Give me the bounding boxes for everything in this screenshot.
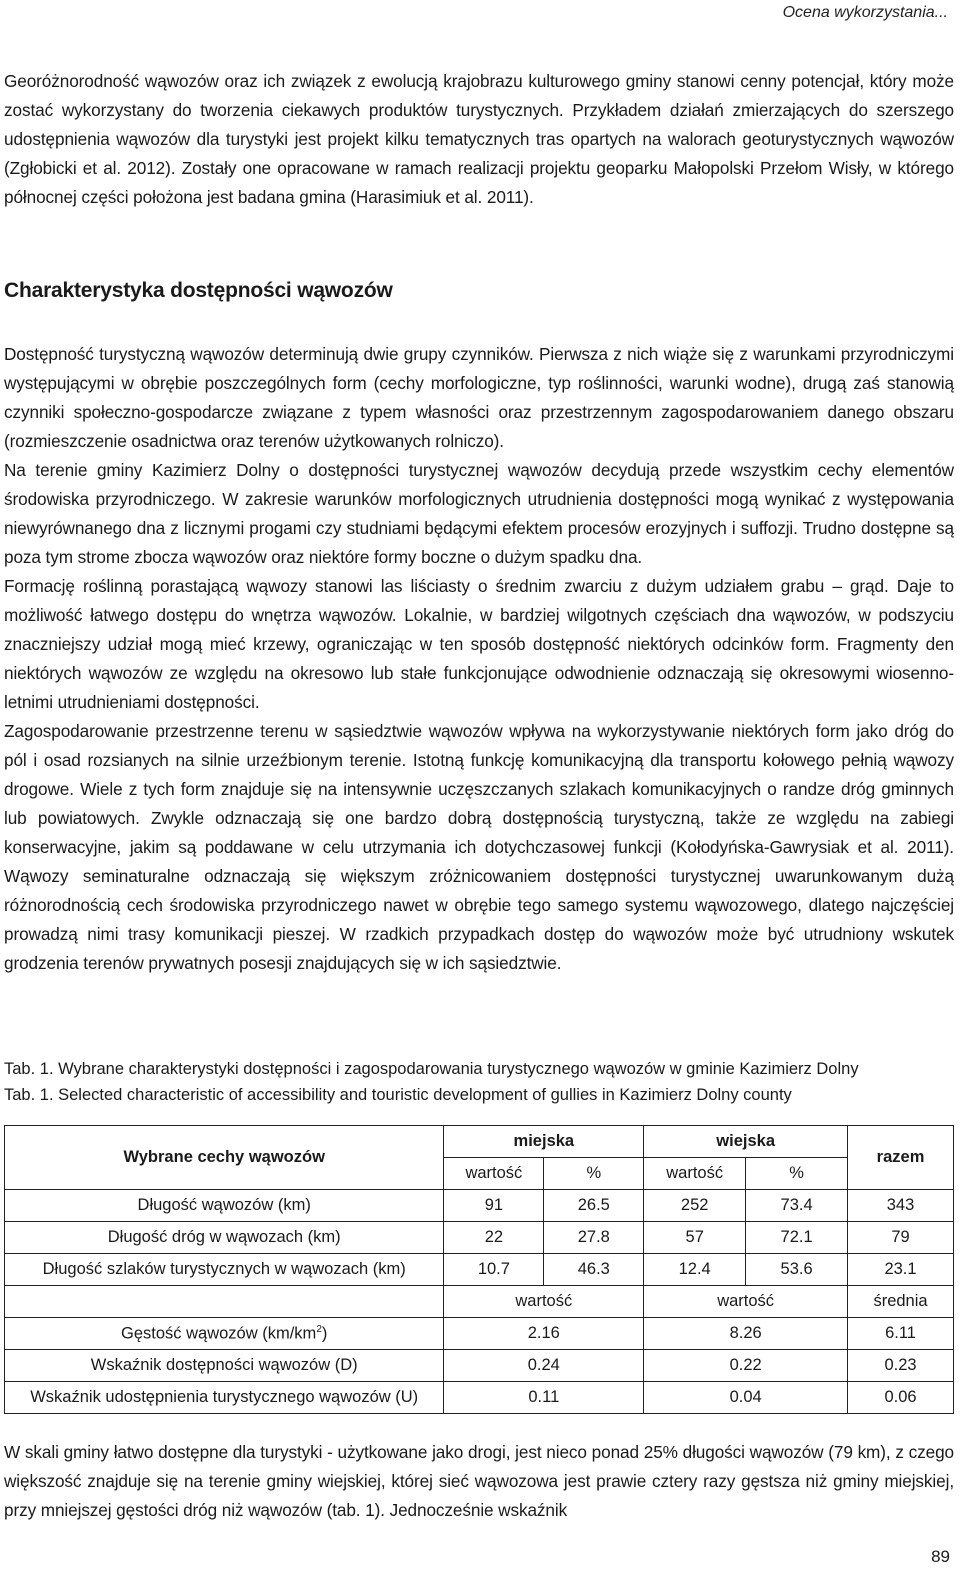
- body-paragraph-2: Na terenie gminy Kazimierz Dolny o dostępności turystycznej wąwozów decydują przede wszystkim cechy elementów środowiska przyrodniczego. W zakresie warunków morfologicznych utrudnienia dostępności mogą wynikać z występowania niewyrównanego dna z licznymi progami czy studniami będącymi efektem procesów erozyjnych i suffozji. Trudno dostępne są poza tym strome zbocza wąwozów oraz niektóre formy boczne o dużym spadku dna.: [4, 460, 954, 567]
- table-row: [5, 1222, 954, 1254]
- row-label-empty: [5, 1286, 444, 1318]
- row-label: Wskaźnik udostępnienia turystycznego wąwozów (U): [5, 1382, 444, 1414]
- body-paragraph-1: Dostępność turystyczną wąwozów determinują dwie grupy czynników. Pierwsza z nich wiąże się z warunkami przyrodniczymi występującymi w obrębie poszczególnych form (cechy morfologiczne, typ roślinności, warunki wodne), drugą zaś stanowią czynniki społeczno-gospodarcze związane z typem własności oraz przestrzennym zagospodarowaniem danego obszaru (rozmieszczenie osadnictwa oraz terenów użytkowanych rolniczo).: [4, 344, 954, 451]
- row-label: [5, 1318, 444, 1350]
- cell: 12.4: [644, 1254, 746, 1286]
- table-row: [5, 1190, 954, 1222]
- subheader-urban-percent: %: [544, 1158, 644, 1190]
- cell: 0.04: [644, 1382, 848, 1414]
- cell: 6.11: [848, 1318, 954, 1350]
- row-label-end: ): [321, 1324, 328, 1343]
- table-caption-en: Tab. 1. Selected characteristic of accessibility and touristic development of gullies in Kazimierz Dolny county: [4, 1086, 792, 1104]
- table-row: [5, 1318, 954, 1350]
- cell: 26.5: [544, 1190, 644, 1222]
- cell: 2.16: [444, 1318, 644, 1350]
- intro-paragraph: Georóżnorodność wąwozów oraz ich związek z ewolucją krajobrazu kulturowego gminy stanowi cenny potencjał, który może zostać wykorzystany do tworzenia ciekawych produktów turystycznych. Przykładem działań zmierzających do szerszego udostępnienia wąwozów dla turystyki jest projekt kilku tematycznych tras opartych na walorach geoturystycznych wąwozów (Zgłobicki et al. 2012). Zostały one opracowane w ramach realizacji projektu geoparku Małopolski Przełom Wisły, w którego północnej części położona jest badana gmina (Harasimiuk et al. 2011).: [4, 71, 954, 207]
- accessibility-table: [4, 1125, 954, 1414]
- body-paragraph-4: Zagospodarowanie przestrzenne terenu w sąsiedztwie wąwozów wpływa na wykorzystywanie niektórych form jako dróg do pól i osad rozsianych na silnie urzeźbionym terenie. Istotną funkcję komunikacyjną dla transportu kołowego pełnią wąwozy drogowe. Wiele z tych form znajduje się na intensywnie uczęszczanych szlakach komunikacyjnych o randze dróg gminnych lub powiatowych. Zwykle odznaczają się one bardzo dobrą dostępnością turystyczną, także ze względu na zabiegi konserwacyjne, jakim są poddawane w celu utrzymania ich dotychczasowej funkcji (Kołodyńska-Gawrysiak et al. 2011). Wąwozy seminaturalne odznaczają się większym zróżnicowaniem dostępności turystycznej uwarunkowanym dużą różnorodnością cech środowiska przyrodniczego nawet w obrębie tego samego systemu wąwozowego, dlatego najczęściej prowadzą nimi trasy komunikacji pieszej. W rzadkich przypadkach dostęp do wąwozów może być utrudniony wskutek grodzenia terenów prywatnych posesji znajdujących się w ich sąsiedztwie.: [4, 721, 954, 973]
- cell: 23.1: [848, 1254, 954, 1286]
- cell: 10.7: [444, 1254, 544, 1286]
- row-label-text: Gęstość wąwozów (km/km: [121, 1324, 317, 1343]
- cell: 0.11: [444, 1382, 644, 1414]
- table-row: [5, 1350, 954, 1382]
- row-label: Wskaźnik dostępności wąwozów (D): [5, 1350, 444, 1382]
- intro-section: [4, 67, 954, 212]
- running-head: Ocena wykorzystania...: [782, 4, 948, 21]
- cell: 46.3: [544, 1254, 644, 1286]
- table-caption-pl: Tab. 1. Wybrane charakterystyki dostępności i zagospodarowania turystycznego wąwozów w gminie Kazimierz Dolny: [4, 1060, 859, 1078]
- subheader-urban-value: wartość: [444, 1158, 544, 1190]
- table-row: [5, 1382, 954, 1414]
- page-number: 89: [931, 1547, 950, 1566]
- cell: 22: [444, 1222, 544, 1254]
- cell: 0.23: [848, 1350, 954, 1382]
- cell: 79: [848, 1222, 954, 1254]
- cell: 252: [644, 1190, 746, 1222]
- cell: 57: [644, 1222, 746, 1254]
- body-paragraph-3: Formację roślinną porastającą wąwozy stanowi las liściasty o średnim zwarciu z dużym udziałem grabu – grąd. Daje to możliwość łatwego dostępu do wnętrza wąwozów. Lokalnie, w bardziej wilgotnych częściach dna wąwozów, w podszyciu znaczniejszy udział mogą mieć krzewy, ograniczając w ten sposób dostępność niektórych odcinków form. Fragmenty den niektórych wąwozów ze względu na okresowo lub stałe funkcjonujące odwodnienie odznaczają się okresowymi wiosenno-letnimi utrudnieniami dostępności.: [4, 576, 954, 712]
- table-mid-header-row: [5, 1286, 954, 1318]
- cell: 8.26: [644, 1318, 848, 1350]
- header-urban: miejska: [444, 1126, 644, 1158]
- cell: 73.4: [746, 1190, 848, 1222]
- mid-header-total: średnia: [848, 1286, 954, 1318]
- table-row: [5, 1254, 954, 1286]
- mid-header-rural: wartość: [644, 1286, 848, 1318]
- section-heading: Charakterystyka dostępności wąwozów: [4, 279, 393, 302]
- cell: 0.06: [848, 1382, 954, 1414]
- row-label: Długość szlaków turystycznych w wąwozach (km): [5, 1254, 444, 1286]
- cell: 343: [848, 1190, 954, 1222]
- cell: 0.24: [444, 1350, 644, 1382]
- closing-paragraph: W skali gminy łatwo dostępne dla turystyki - użytkowane jako drogi, jest nieco ponad 25% długości wąwozów (79 km), z czego większość znajduje się na terenie gminy wiejskiej, której sieć wąwozowa jest prawie cztery razy gęstsza niż gminy miejskiej, przy mniejszej gęstości dróg niż wąwozów (tab. 1). Jednocześnie wskaźnik: [4, 1442, 954, 1520]
- row-label: Długość dróg w wąwozach (km): [5, 1222, 444, 1254]
- row-label: Długość wąwozów (km): [5, 1190, 444, 1222]
- cell: 91: [444, 1190, 544, 1222]
- closing-section: [4, 1438, 954, 1525]
- cell: 53.6: [746, 1254, 848, 1286]
- table-header-row: [5, 1126, 954, 1158]
- row-label-sup: 2: [316, 1323, 322, 1335]
- header-rural: wiejska: [644, 1126, 848, 1158]
- cell: 27.8: [544, 1222, 644, 1254]
- cell: 0.22: [644, 1350, 848, 1382]
- header-total: razem: [848, 1126, 954, 1190]
- mid-header-urban: wartość: [444, 1286, 644, 1318]
- subheader-rural-value: wartość: [644, 1158, 746, 1190]
- subheader-rural-percent: %: [746, 1158, 848, 1190]
- cell: 72.1: [746, 1222, 848, 1254]
- body-section: [4, 340, 954, 978]
- header-feature: Wybrane cechy wąwozów: [5, 1126, 444, 1190]
